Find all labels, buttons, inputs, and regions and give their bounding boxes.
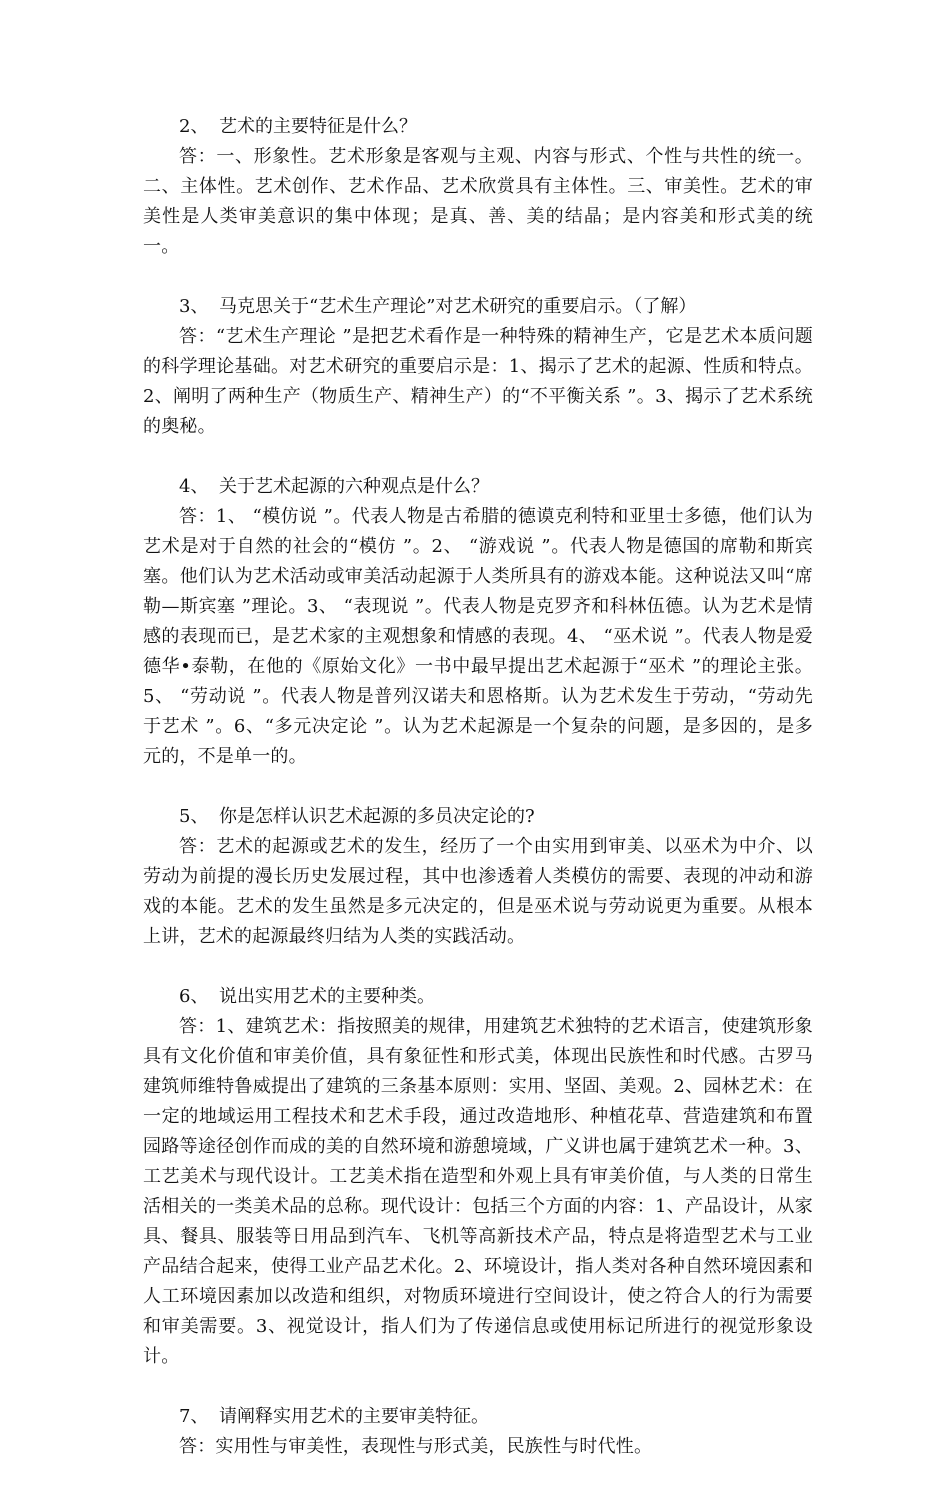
answer-paragraph: 答：1、 “模仿说 ”。代表人物是古希腊的德谟克利特和亚里士多德，他们认为艺术是对于自然的社会的“模仿 ”。2、 “游戏说 ”。代表人物是德国的席勒和斯宾塞。他们认为艺术活动或审美活动起源于人类所具有的游戏本能。这种说法又叫“席勒—斯宾塞 ”理论。3、 “表现说 ”。代表人物是克罗齐和科林伍德。认为艺术是情感的表现而已，是艺术家的主观想象和情感的表现。4、 “巫术说 ”。代表人物是爱德华•泰勒，在他的《原始文化》一书中最早提出艺术起源于“巫术 ”的理论主张。5、 “劳动说 ”。代表人物是普列汉诺夫和恩格斯。认为艺术发生于劳动，“劳动先于艺术 ”。6、“多元决定论 ”。认为艺术起源是一个复杂的问题，是多因的，是多元的，不是单一的。: [143, 506, 813, 767]
question-text: 关于艺术起源的六种观点是什么？: [219, 476, 489, 497]
question-number: 3、: [179, 296, 209, 317]
question-number: 4、: [179, 476, 209, 497]
question-heading: [143, 472, 813, 502]
answer-paragraph: 答：艺术的起源或艺术的发生，经历了一个由实用到审美、以巫术为中介、以劳动为前提的漫长历史发展过程，其中也渗透着人类模仿的需要、表现的冲动和游戏的本能。艺术的发生虽然是多元决定的，但是巫术说与劳动说更为重要。从根本上讲，艺术的起源最终归结为人类的实践活动。: [143, 836, 813, 947]
qa-item-5: [143, 802, 813, 952]
question-heading: [143, 112, 813, 142]
answer-paragraph: 答：“艺术生产理论 ”是把艺术看作是一种特殊的精神生产，它是艺术本质问题的科学理论基础。对艺术研究的重要启示是：1、揭示了艺术的起源、性质和特点。2、阐明了两种生产（物质生产、精神生产）的“不平衡关系 ”。3、揭示了艺术系统的奥秘。: [143, 326, 813, 437]
question-text: 你是怎样认识艺术起源的多员决定论的?: [219, 806, 535, 827]
answer-paragraph: 答：实用性与审美性，表现性与形式美，民族性与时代性。: [179, 1436, 653, 1457]
document-page: [143, 112, 813, 1492]
question-number: 7、: [179, 1406, 209, 1427]
question-heading: [143, 802, 813, 832]
question-heading: [143, 1402, 813, 1432]
qa-item-7: [143, 1402, 813, 1462]
qa-item-6: [143, 982, 813, 1372]
question-text: 艺术的主要特征是什么？: [219, 116, 417, 137]
question-number: 2、: [179, 116, 209, 137]
question-heading: [143, 982, 813, 1012]
answer-paragraph: 答：1、建筑艺术：指按照美的规律，用建筑艺术独特的艺术语言，使建筑形象具有文化价值和审美价值，具有象征性和形式美，体现出民族性和时代感。古罗马建筑师维特鲁威提出了建筑的三条基本原则：实用、坚固、美观。2、园林艺术：在一定的地域运用工程技术和艺术手段，通过改造地形、种植花草、营造建筑和布置园路等途径创作而成的美的自然环境和游憩境域，广义讲也属于建筑艺术一种。3、工艺美术与现代设计。工艺美术指在造型和外观上具有审美价值，与人类的日常生活相关的一类美术品的总称。现代设计：包括三个方面的内容：1、产品设计，从家具、餐具、服装等日用品到汽车、飞机等高新技术产品，特点是将造型艺术与工业产品结合起来，使得工业产品艺术化。2、环境设计，指人类对各种自然环境因素和人工环境因素加以改造和组织，对物质环境进行空间设计，使之符合人的行为需要和审美需要。3、视觉设计，指人们为了传递信息或使用标记所进行的视觉形象设计。: [143, 1016, 813, 1367]
qa-item-3: [143, 292, 813, 442]
qa-item-2: [143, 112, 813, 262]
question-text: 马克思关于“艺术生产理论”对艺术研究的重要启示。（了解）: [219, 296, 697, 317]
question-heading: [143, 292, 813, 322]
question-number: 5、: [179, 806, 209, 827]
qa-item-4: [143, 472, 813, 772]
question-text: 请阐释实用艺术的主要审美特征。: [219, 1406, 489, 1427]
question-number: 6、: [179, 986, 209, 1007]
answer-paragraph: 答：一、形象性。艺术形象是客观与主观、内容与形式、个性与共性的统一。二、主体性。艺术创作、艺术作品、艺术欣赏具有主体性。三、审美性。艺术的审美性是人类审美意识的集中体现；是真、善、美的结晶；是内容美和形式美的统一。: [143, 146, 813, 257]
question-text: 说出实用艺术的主要种类。: [219, 986, 435, 1007]
